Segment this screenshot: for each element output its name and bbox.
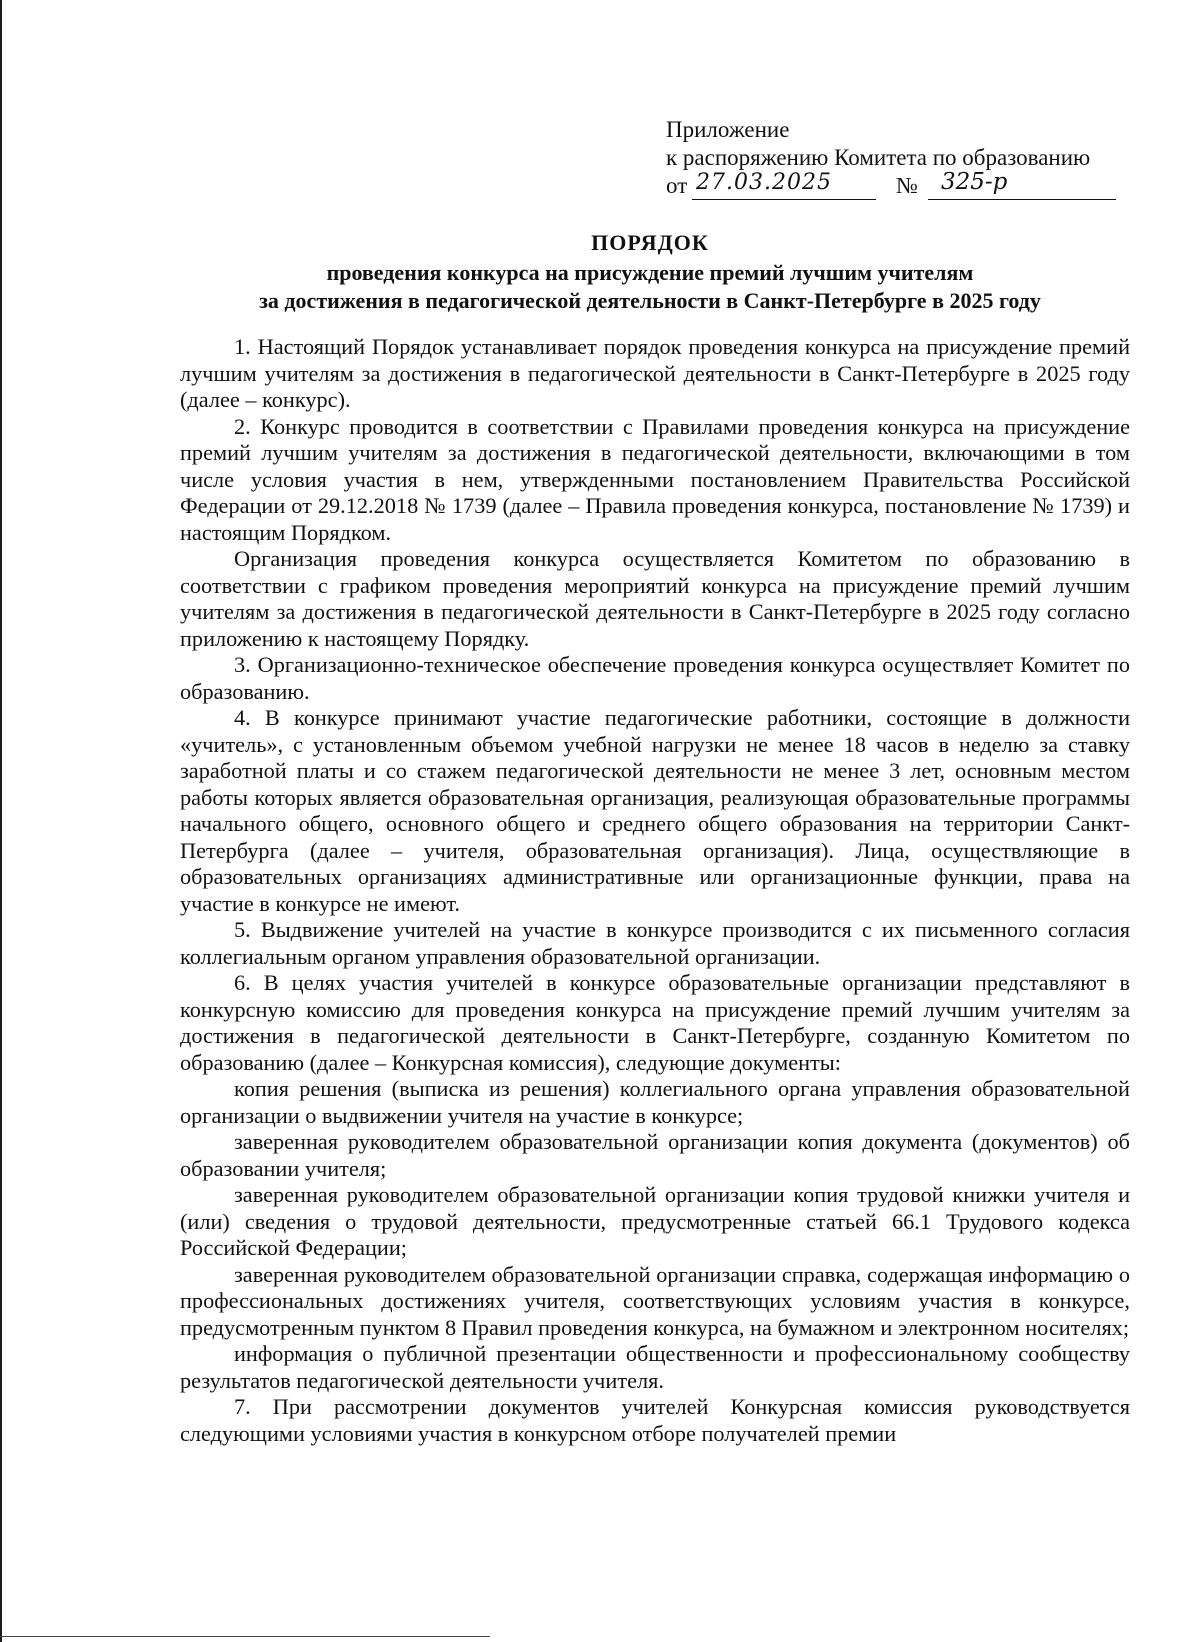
number-underline [928, 199, 1116, 200]
document-list-item-4: заверенная руководителем образовательной организации справка, содержащая информацию о профессиональных достижениях учителя, соответствующих условиям участия в конкурсе, предусмотренным пунктом 8 Правил проведения конкурса, на бумажном и электронном носителях; [180, 1261, 1130, 1340]
number-prefix: № [896, 173, 918, 198]
scan-edge-line [0, 0, 2, 1642]
document-subtitle-line-2: за достижения в педагогической деятельности в Санкт-Петербурге в 2025 году [259, 288, 1041, 313]
appendix-reference: к распоряжению Комитета по образованию [666, 145, 1091, 170]
document-subtitle-line-1: проведения конкурса на присуждение премий лучшим учителям [326, 260, 974, 285]
document-list-item-3: заверенная руководителем образовательной организации копия трудовой книжки учителя и (или) сведения о трудовой деятельности, предусмотренные статьей 66.1 Трудового кодекса Российской Федерации; [180, 1182, 1130, 1260]
paragraph-5: 5. Выдвижение учителей на участие в конкурсе производится с их письменного согласия коллегиальным органом управления образовательной организации. [180, 917, 1130, 969]
document-body [180, 334, 1130, 1447]
appendix-date-number-line [666, 169, 1126, 202]
document-title: ПОРЯДОК [591, 230, 709, 255]
paragraph-3: 3. Организационно-техническое обеспечение проведения конкурса осуществляет Комитет по образованию. [180, 652, 1130, 704]
appendix-header [666, 116, 1126, 202]
paragraph-4: 4. В конкурсе принимают участие педагогические работники, состоящие в должности «учитель», с установленным объемом учебной нагрузки не менее 18 часов в неделю за ставку заработной платы и со стажем педагогической деятельности не менее 3 лет, основным местом работы которых является образовательная организация, реализующая образовательные программы начального общего, основного общего и среднего общего образования на территории Санкт-Петербурга (далее – учителя, образовательная организация). Лица, осуществляющие в образовательных организациях административные или организационные функции, права на участие в конкурсе не имеют. [180, 705, 1130, 916]
paragraph-6: 6. В целях участия учителей в конкурсе образовательные организации представляют в конкурсную комиссию для проведения конкурса на присуждение премий лучшим учителям за достижения в педагогической деятельности в Санкт-Петербурге, созданную Комитетом по образованию (далее – Конкурсная комиссия), следующие документы: [180, 970, 1130, 1075]
document-list-item-5: информация о публичной презентации общественности и профессиональному сообществу результатов педагогической деятельности учителя. [180, 1341, 1130, 1393]
scan-bottom-line [0, 1636, 490, 1637]
date-prefix: от [666, 173, 688, 198]
handwritten-date: 27.03.2025 [696, 170, 832, 195]
date-underline [692, 199, 876, 200]
appendix-label: Приложение [666, 117, 790, 142]
paragraph-1: 1. Настоящий Порядок устанавливает порядок проведения конкурса на присуждение премий лучшим учителям за достижения в педагогической деятельности в Санкт-Петербурге в 2025 году (далее – конкурс). [180, 334, 1130, 412]
document-list-item-2: заверенная руководителем образовательной организации копия документа (документов) об образовании учителя; [180, 1129, 1130, 1181]
paragraph-2: 2. Конкурс проводится в соответствии с Правилами проведения конкурса на присуждение премий лучшим учителям за достижения в педагогической деятельности, включающими в том числе условия участия в нем, утвержденными постановлением Правительства Российской Федерации от 29.12.2018 № 1739 (далее – Правила проведения конкурса, постановление № 1739) и настоящим Порядком. [180, 413, 1130, 545]
document-title-block [180, 229, 1120, 315]
paragraph-2-organization: Организация проведения конкурса осуществляется Комитетом по образованию в соответствии с графиком проведения мероприятий конкурса на присуждение премий лучшим учителям за достижения в педагогической деятельности в Санкт-Петербурге в 2025 году согласно приложению к настоящему Порядку. [180, 546, 1130, 651]
document-list-item-1: копия решения (выписка из решения) коллегиального органа управления образовательной организации о выдвижении учителя на участие в конкурсе; [180, 1076, 1130, 1128]
handwritten-number: 325-р [941, 169, 1008, 195]
paragraph-7: 7. При рассмотрении документов учителей Конкурсная комиссия руководствуется следующими условиями участия в конкурсном отборе получателей премии [180, 1394, 1130, 1446]
